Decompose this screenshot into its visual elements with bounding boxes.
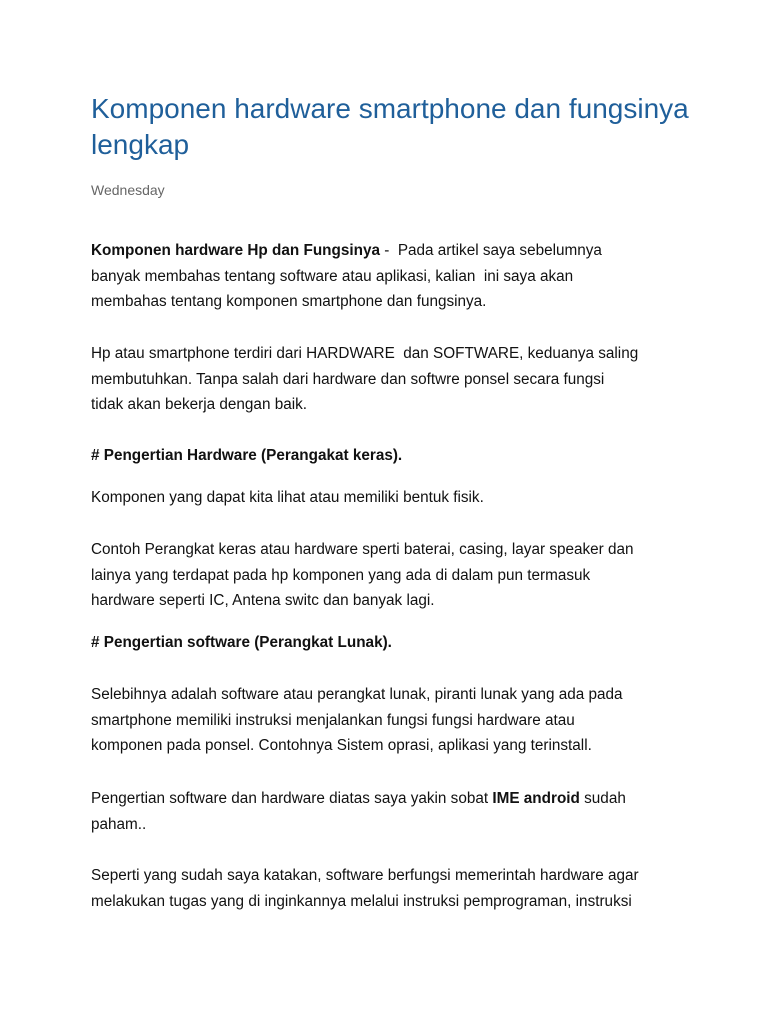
closing-line-2: melakukan tugas yang di inginkannya melalui instruksi pemprograman, instruksi — [91, 892, 632, 910]
intro-line-1-text: Pada artikel saya sebelumnya — [397, 242, 602, 259]
ime-line-1-before: Pengertian software dan hardware diatas saya yakin sobat — [91, 790, 493, 807]
hardware-examples-paragraph — [91, 537, 691, 614]
intro-lead-bold: Komponen hardware Hp dan Fungsinya — [91, 242, 380, 259]
software-def-line-1: Selebihnya adalah software atau perangkat lunak, piranti lunak yang ada pada — [91, 686, 623, 703]
ime-line-2: paham.. — [91, 815, 147, 833]
para2-line-2: membutuhkan. Tanpa salah dari hardware dan softwre ponsel secara fungsi — [91, 370, 605, 388]
heading-software: # Pengertian software (Perangkat Lunak). — [91, 634, 392, 651]
closing-line-1: Seperti yang sudah saya katakan, software berfungsi memerintah hardware agar — [91, 867, 639, 884]
ime-android-bold: IME android — [492, 790, 580, 807]
intro-line-3: membahas tentang komponen smartphone dan fungsinya. — [91, 293, 487, 310]
software-definition-paragraph — [91, 682, 691, 759]
hardware-examples-line-3: hardware seperti IC, Antena switc dan banyak lagi. — [91, 592, 435, 609]
hardware-definition — [91, 485, 691, 511]
intro-line-2: banyak membahas tentang software atau aplikasi, kalian ini saya akan — [91, 267, 574, 285]
intro-paragraph — [91, 238, 691, 315]
ime-line-1-after: sudah — [579, 790, 626, 807]
closing-paragraph — [91, 863, 691, 914]
hardware-definition-line: Komponen yang dapat kita lihat atau memiliki bentuk fisik. — [91, 489, 484, 506]
intro-lead-separator: - — [379, 242, 398, 259]
ime-android-paragraph — [91, 786, 691, 837]
software-def-line-3: komponen pada ponsel. Contohnya Sistem oprasi, aplikasi yang terinstall. — [91, 737, 592, 754]
post-date: Wednesday — [91, 182, 165, 198]
para2-line-3: tidak akan bekerja dengan baik. — [91, 396, 308, 413]
para2-line-1: Hp atau smartphone terdiri dari HARDWARE dan SOFTWARE, keduanya saling — [91, 345, 639, 362]
ime-line-1 — [91, 786, 691, 812]
hardware-software-paragraph — [91, 341, 691, 418]
hardware-examples-line-1: Contoh Perangkat keras atau hardware sperti baterai, casing, layar speaker dan — [91, 541, 634, 558]
article-title: Komponen hardware smartphone dan fungsinya lengkap — [91, 93, 689, 160]
intro-line-1 — [91, 238, 691, 264]
hardware-examples-line-2: lainya yang terdapat pada hp komponen yang ada di dalam pun termasuk — [91, 566, 591, 584]
heading-hardware: # Pengertian Hardware (Perangakat keras). — [91, 447, 403, 464]
software-def-line-2: smartphone memiliki instruksi menjalankan fungsi fungsi hardware atau — [91, 711, 575, 729]
